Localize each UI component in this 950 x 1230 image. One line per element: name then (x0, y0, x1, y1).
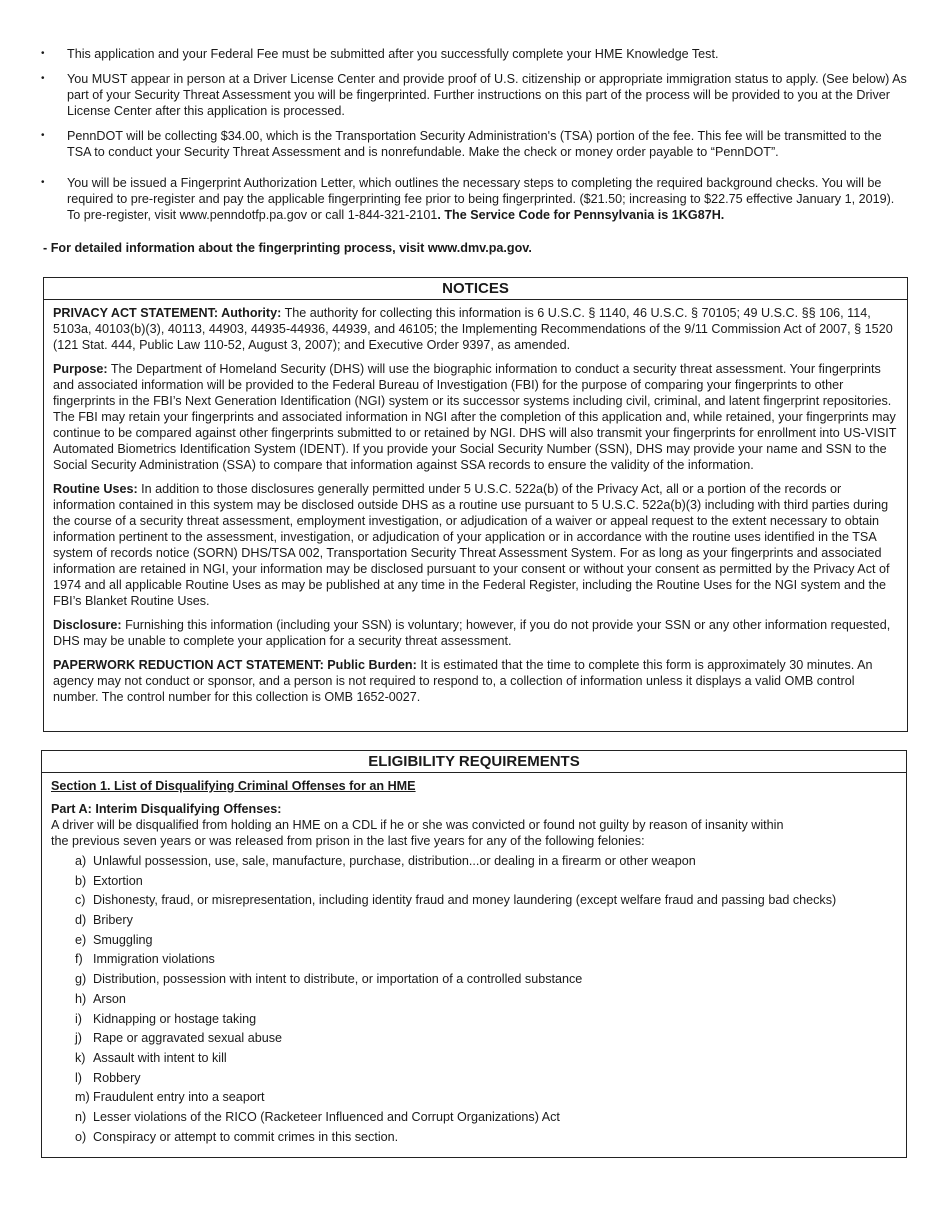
disclosure-paragraph: Disclosure: Furnishing this information (including your SSN) is voluntary; however, if you do not provide your SSN or any other information requested, DHS may be unable to complete your application for a security threat assessment. (53, 618, 891, 648)
part-a (51, 801, 897, 1145)
section-1-title: Section 1. List of Disqualifying Criminal Offenses for an HME (51, 779, 416, 793)
part-a-description-line: the previous seven years or was released from prison in the last five years for any of the following felonies: (51, 834, 645, 848)
privacy-act-statement: PRIVACY ACT STATEMENT: Authority: The authority for collecting this information is 6 U.S.C. § 1140, 46 U.S.C. § 70105; 49 U.S.C. §§ 106, 114, 5103a, 40103(b)(3), 40113, 44903, 44935-44936, 44939, and 46105; the Implementing Recommendations of the 9/11 Commission Act of 2007, § 1520 (121 Stat. 444, Public Law 110-52, August 3, 2007); and Executive Order 9397, as amended. (53, 306, 893, 352)
eligibility-title: ELIGIBILITY REQUIREMENTS (42, 751, 906, 773)
offense-item: h) Arson (75, 991, 126, 1006)
offense-item: b) Extortion (75, 873, 143, 888)
notices-box (43, 277, 908, 732)
offense-item: i) Kidnapping or hostage taking (75, 1011, 257, 1026)
paperwork-reduction-paragraph: PAPERWORK REDUCTION ACT STATEMENT: Public Burden: It is estimated that the time to complete this form is approximately 30 minutes. An agency may not conduct or sponsor, and a person is not required to respond to, a collection of information unless it displays a valid OMB control number. The control number for this collection is OMB 1652-0027. (53, 658, 873, 704)
routine-uses-paragraph: Routine Uses: In addition to those disclosures generally permitted under 5 U.S.C. 522a(b) of the Privacy Act, all or a portion of the records or information contained in this system may be disclosed outside DHS as a routine use pursuant to 5 U.S.C. 522a(b)(3) including with third parties during the course of a security threat assessment, employment investigation, or adjudication of a waiver or appeal request to the extent necessary to obtain information pertinent to the assessment, investigation, or adjudication of your application or in accordance with the routine uses identified in the TSA system of records notice (SORN) DHS/TSA 002, Transportation Security Threat Assessment System. For as long as your fingerprints and associated information are retained in NGI, your information may be disclosed pursuant to your consent or without your consent as permitted by the Privacy Act of 1974 and all applicable Routine Uses as may be published at any time in the Federal Register, including the Routine Uses for the NGI system and the FBI’s Blanket Routine Uses. (53, 482, 890, 608)
offense-item: j) Rape or aggravated sexual abuse (75, 1031, 283, 1046)
offense-item: d) Bribery (75, 913, 133, 928)
offense-item: l) Robbery (75, 1070, 141, 1085)
bullet-item: • You MUST appear in person at a Driver License Center and provide proof of U.S. citizenship or appropriate immigration status to apply. (See below) As part of your Security Threat Assessment you will be fingerprinted. Further instructions on this part of the process will be provided to you at the Driver License Center after this application is processed. (38, 71, 908, 119)
notices-title: NOTICES (44, 278, 907, 300)
instruction-bullets (38, 46, 908, 232)
bullet-item: • You will be issued a Fingerprint Authorization Letter, which outlines the necessary steps to completing the required background checks. You will be required to pre-register and pay the applicable fingerprinting fee prior to being fingerprinted. ($21.50; increasing to $22.75 effective January 1, 2019). To pre-register, visit www.penndotfp.pa.gov or call 1-844-321-2101. The Service Code for Pennsylvania is 1KG87H. (38, 175, 908, 223)
fingerprint-detail-note: - For detailed information about the fingerprinting process, visit www.dmv.pa.gov. (43, 241, 532, 255)
offense-item: m) Fraudulent entry into a seaport (75, 1090, 265, 1105)
offense-item: k) Assault with intent to kill (75, 1050, 227, 1065)
bullet-item: • This application and your Federal Fee must be submitted after you successfully complete your HME Knowledge Test. (38, 46, 908, 62)
offense-item: n) Lesser violations of the RICO (Racketeer Influenced and Corrupt Organizations) Act (75, 1109, 560, 1124)
part-a-heading: Part A: Interim Disqualifying Offenses: (51, 802, 282, 816)
offense-item: f) Immigration violations (75, 952, 215, 967)
offense-item: c) Dishonesty, fraud, or misrepresentation, including identity fraud and money laundering (except welfare fraud and passing bad checks) (75, 893, 837, 908)
offense-item: a) Unlawful possession, use, sale, manufacture, purchase, distribution...or dealing in a firearm or other weapon (75, 854, 696, 868)
bullet-item: • PennDOT will be collecting $34.00, which is the Transportation Security Administration's (TSA) portion of the fee. This fee will be transmitted to the TSA to conduct your Security Threat Assessment and is nonrefundable. Make the check or money order payable to “PennDOT”. (38, 128, 908, 160)
eligibility-box (41, 750, 907, 1158)
offense-list (51, 853, 897, 1145)
purpose-paragraph: Purpose: The Department of Homeland Security (DHS) will use the biographic information to conduct a security threat assessment. Your fingerprints and associated information will be provided to the Federal Bureau of Investigation (FBI) for the purpose of comparing your fingerprints to other fingerprints in the FBI’s Next Generation Identification (NGI) system or its successor systems including civil, criminal, and latent fingerprint repositories. The FBI may retain your fingerprints and associated information in NGI after the completion of this application and, while retained, your fingerprints may continue to be compared against other fingerprints submitted to or retained by NGI. DHS will also transmit your fingerprints for enrollment into US-VISIT Automated Biometrics Identification System (IDENT). If you provide your Social Security Number (SSN), DHS may provide your name and SSN to the Social Security Administration (SSA) to compare that information against SSA records to ensure the validity of the information. (53, 362, 897, 472)
offense-item: g) Distribution, possession with intent to distribute, or importation of a controlled substance (75, 972, 583, 987)
offense-item: o) Conspiracy or attempt to commit crimes in this section. (75, 1129, 399, 1144)
part-a-description-line: A driver will be disqualified from holding an HME on a CDL if he or she was convicted or found not guilty by reason of insanity within (51, 818, 784, 832)
offense-item: e) Smuggling (75, 932, 153, 947)
